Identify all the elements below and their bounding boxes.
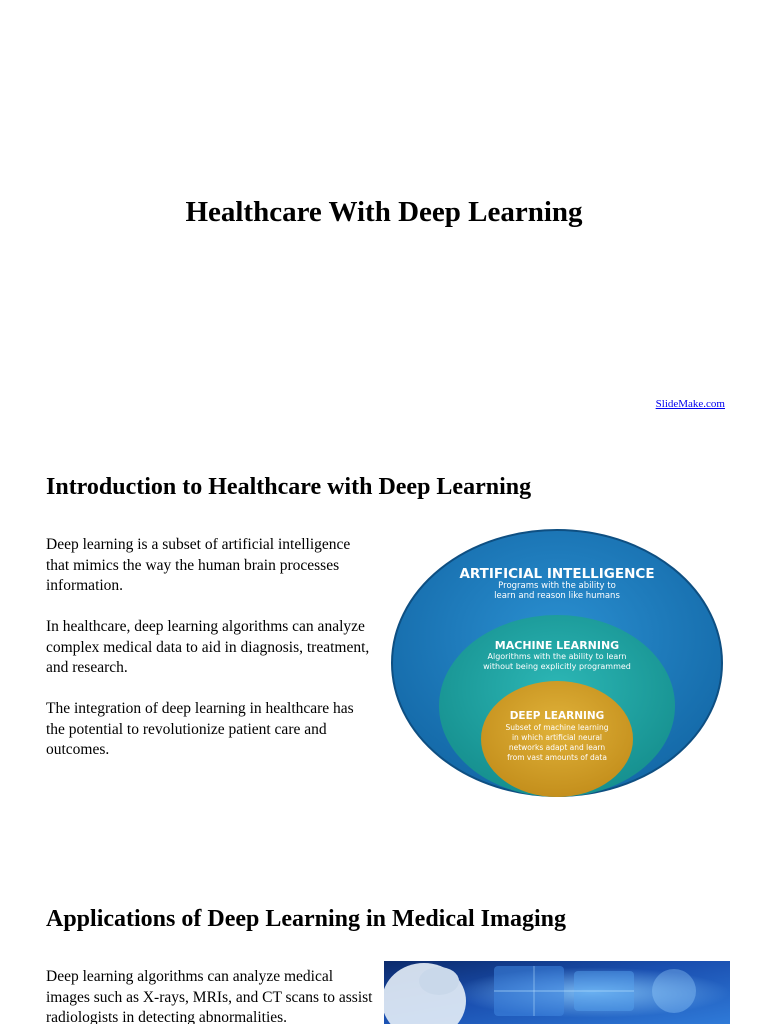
applications-body	[46, 967, 376, 1024]
intro-heading: Introduction to Healthcare with Deep Learning	[46, 474, 532, 500]
dl-title: DEEP LEARNING	[509, 710, 605, 722]
intro-paragraph-2: In healthcare, deep learning algorithms can analyze complex medical data to aid in diagnosis, treatment, and research.	[46, 618, 370, 676]
ml-desc-2: without being explicitly programmed	[483, 662, 631, 671]
dl-desc-2: in which artificial neural	[511, 733, 603, 742]
dl-desc-3: networks adapt and learn	[508, 743, 606, 752]
applications-heading: Applications of Deep Learning in Medical Imaging	[46, 906, 567, 932]
intro-paragraph-1: Deep learning is a subset of artificial intelligence that mimics the way the human brain processes information.	[46, 536, 351, 594]
slidemake-link[interactable]: SlideMake.com	[655, 398, 725, 410]
presentation-title: Healthcare With Deep Learning	[185, 196, 583, 228]
dl-desc-1: Subset of machine learning	[505, 723, 609, 732]
intro-paragraph-3: The integration of deep learning in healthcare has the potential to revolutionize patient care and outcomes.	[46, 700, 354, 758]
ai-desc-1: Programs with the ability to	[498, 581, 616, 591]
ai-desc-2: learn and reason like humans	[494, 591, 620, 601]
ml-desc-1: Algorithms with the ability to learn	[487, 652, 627, 661]
ai-title: ARTIFICIAL INTELLIGENCE	[459, 566, 655, 582]
ai-ml-dl-diagram	[389, 527, 725, 799]
ml-title: MACHINE LEARNING	[494, 639, 620, 652]
dl-desc-4: from vast amounts of data	[507, 753, 607, 762]
intro-body	[46, 535, 376, 781]
medical-imaging-photo	[384, 961, 730, 1024]
applications-paragraph: Deep learning algorithms can analyze medical images such as X-rays, MRIs, and CT scans to assist radiologists in detecting abnormalities.	[46, 968, 373, 1024]
